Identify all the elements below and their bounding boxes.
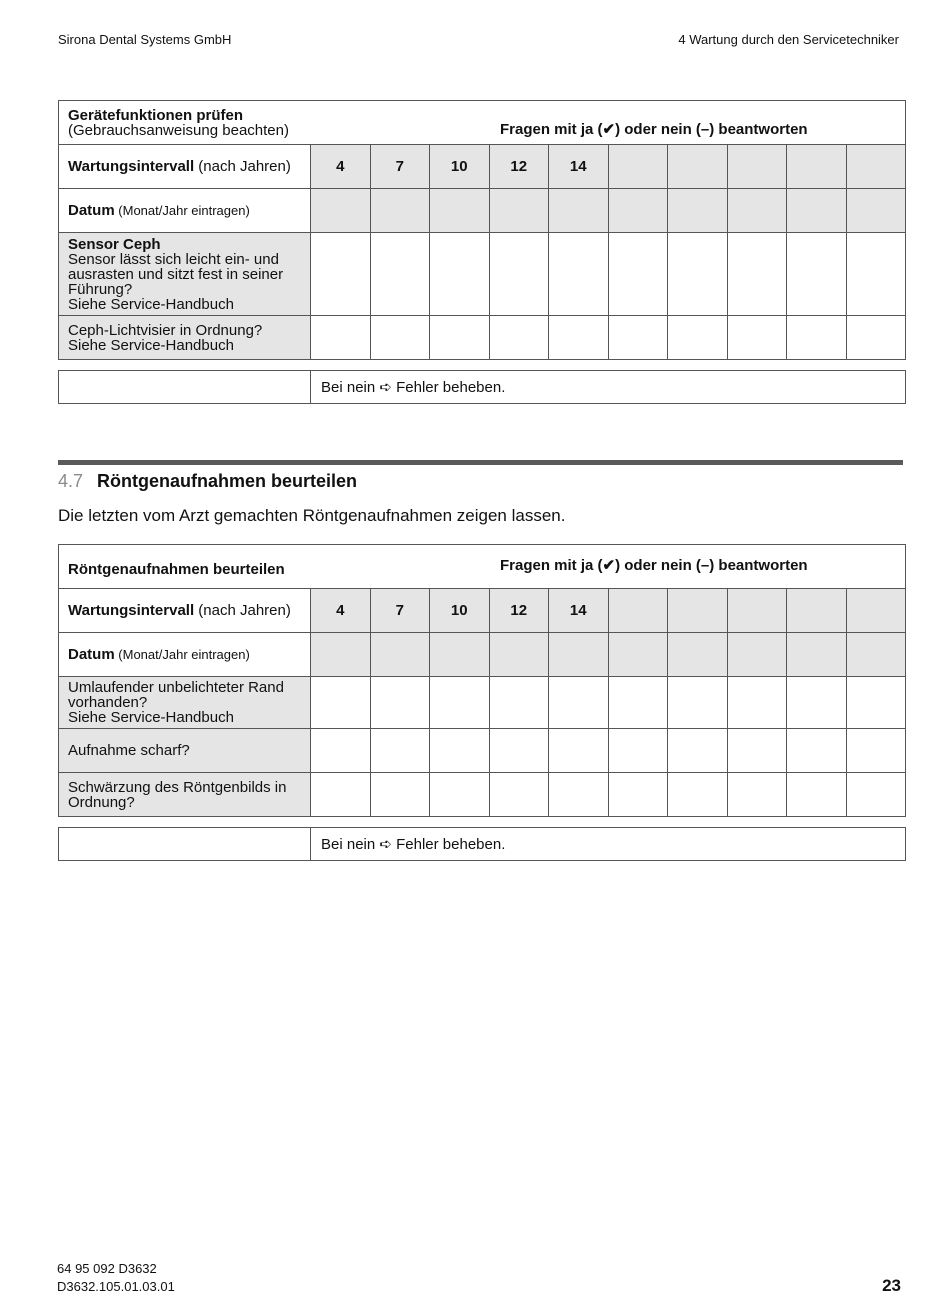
checklist-table-xray-assessment — [58, 544, 906, 817]
answer-cell[interactable] — [370, 677, 430, 729]
date-entry-cell[interactable] — [668, 633, 728, 677]
header-company: Sirona Dental Systems GmbH — [58, 32, 232, 47]
date-entry-cell[interactable] — [787, 633, 847, 677]
date-entry-cell[interactable] — [549, 633, 609, 677]
interval-cell — [846, 145, 906, 189]
question-label: Ceph-Lichtvisier in Ordnung? Siehe Service-Handbuch — [59, 316, 311, 360]
check-row-light-visor — [59, 316, 906, 360]
answer-cell[interactable] — [608, 677, 668, 729]
interval-row — [59, 589, 906, 633]
answer-cell[interactable] — [549, 773, 609, 817]
answer-cell[interactable] — [430, 729, 490, 773]
answer-cell[interactable] — [727, 677, 787, 729]
answer-cell[interactable] — [668, 316, 728, 360]
interval-row — [59, 145, 906, 189]
table-title: Gerätefunktionen prüfen — [68, 106, 244, 124]
table-subtitle: (Gebrauchsanweisung beachten) — [68, 121, 289, 139]
answer-cell[interactable] — [608, 316, 668, 360]
interval-cell: 14 — [549, 145, 609, 189]
date-label: Datum (Monat/Jahr eintragen) — [59, 189, 311, 233]
answer-cell[interactable] — [668, 233, 728, 316]
answer-cell[interactable] — [787, 677, 847, 729]
checklist-table-device-functions — [58, 100, 906, 360]
date-entry-cell[interactable] — [370, 189, 430, 233]
answer-cell[interactable] — [311, 677, 371, 729]
date-entry-cell[interactable] — [489, 633, 549, 677]
question-label: Umlaufender unbelichteter Rand vorhanden? Siehe Service-Handbuch — [59, 677, 311, 729]
interval-cell: 4 — [311, 145, 371, 189]
note-box — [58, 370, 906, 404]
answer-cell[interactable] — [430, 773, 490, 817]
answer-cell[interactable] — [370, 773, 430, 817]
date-entry-cell[interactable] — [787, 189, 847, 233]
date-entry-cell[interactable] — [430, 633, 490, 677]
answer-cell[interactable] — [549, 316, 609, 360]
question-label: Sensor Ceph Sensor lässt sich leicht ein- und ausrasten und sitzt fest in seiner Führung? Siehe Service-Handbuch — [59, 233, 311, 316]
interval-cell: 7 — [370, 589, 430, 633]
answer-cell[interactable] — [311, 233, 371, 316]
answer-cell[interactable] — [370, 729, 430, 773]
answer-cell[interactable] — [846, 316, 906, 360]
interval-cell: 7 — [370, 145, 430, 189]
answer-cell[interactable] — [430, 316, 490, 360]
answer-instruction: Fragen mit ja (✔) oder nein (–) beantworten — [500, 557, 808, 574]
date-entry-cell[interactable] — [727, 189, 787, 233]
section-divider — [58, 460, 903, 465]
interval-cell — [727, 589, 787, 633]
check-row-unexposed-border — [59, 677, 906, 729]
answer-cell[interactable] — [787, 316, 847, 360]
date-entry-cell[interactable] — [370, 633, 430, 677]
interval-cell: 12 — [489, 145, 549, 189]
date-entry-cell[interactable] — [489, 189, 549, 233]
table-title: Röntgenaufnahmen beurteilen — [68, 561, 285, 578]
footer-doc-code: D3632.105.01.03.01 — [57, 1279, 175, 1294]
date-entry-cell[interactable] — [846, 633, 906, 677]
answer-cell[interactable] — [311, 316, 371, 360]
interval-cell: 4 — [311, 589, 371, 633]
answer-cell[interactable] — [846, 773, 906, 817]
answer-cell[interactable] — [489, 773, 549, 817]
interval-cell — [668, 589, 728, 633]
answer-cell[interactable] — [787, 729, 847, 773]
note-empty-cell — [59, 828, 311, 861]
date-entry-cell[interactable] — [430, 189, 490, 233]
answer-cell[interactable] — [846, 677, 906, 729]
interval-cell — [727, 145, 787, 189]
interval-cell — [668, 145, 728, 189]
check-row-sensor-ceph — [59, 233, 906, 316]
date-entry-cell[interactable] — [549, 189, 609, 233]
date-entry-cell[interactable] — [846, 189, 906, 233]
interval-cell — [608, 589, 668, 633]
question-label: Aufnahme scharf? — [59, 729, 311, 773]
date-entry-cell[interactable] — [668, 189, 728, 233]
answer-cell[interactable] — [727, 233, 787, 316]
answer-cell[interactable] — [370, 233, 430, 316]
header-chapter: 4 Wartung durch den Servicetechniker — [678, 32, 899, 47]
interval-label: Wartungsintervall (nach Jahren) — [59, 145, 311, 189]
answer-cell[interactable] — [608, 729, 668, 773]
interval-cell: 10 — [430, 589, 490, 633]
answer-cell[interactable] — [787, 233, 847, 316]
table-header — [59, 545, 906, 589]
interval-cell: 10 — [430, 145, 490, 189]
table-header — [59, 101, 906, 145]
interval-cell: 12 — [489, 589, 549, 633]
answer-cell[interactable] — [549, 233, 609, 316]
answer-cell[interactable] — [846, 729, 906, 773]
answer-cell[interactable] — [489, 677, 549, 729]
answer-cell[interactable] — [668, 677, 728, 729]
interval-cell — [846, 589, 906, 633]
date-row — [59, 633, 906, 677]
footer-doc-number: 64 95 092 D3632 — [57, 1261, 157, 1276]
answer-cell[interactable] — [489, 729, 549, 773]
page-number: 23 — [882, 1276, 901, 1295]
answer-cell[interactable] — [787, 773, 847, 817]
answer-instruction: Fragen mit ja (✔) oder nein (–) beantworten — [500, 121, 808, 138]
section-number: 4.7 — [58, 471, 84, 491]
interval-cell — [787, 589, 847, 633]
date-entry-cell[interactable] — [727, 633, 787, 677]
interval-label: Wartungsintervall (nach Jahren) — [59, 589, 311, 633]
answer-cell[interactable] — [668, 729, 728, 773]
date-entry-cell[interactable] — [311, 633, 371, 677]
answer-cell[interactable] — [430, 677, 490, 729]
date-entry-cell[interactable] — [608, 633, 668, 677]
answer-cell[interactable] — [489, 316, 549, 360]
answer-cell[interactable] — [846, 233, 906, 316]
fix-error-note: Bei nein ➪ Fehler beheben. — [311, 828, 906, 861]
note-empty-cell — [59, 371, 311, 404]
answer-cell[interactable] — [727, 729, 787, 773]
section-title: Röntgenaufnahmen beurteilen — [97, 471, 358, 491]
check-row-sharpness — [59, 729, 906, 773]
answer-cell[interactable] — [727, 773, 787, 817]
fix-error-note: Bei nein ➪ Fehler beheben. — [311, 371, 906, 404]
date-entry-cell[interactable] — [311, 189, 371, 233]
interval-cell — [608, 145, 668, 189]
question-label: Schwärzung des Röntgenbilds in Ordnung? — [59, 773, 311, 817]
section-description: Die letzten vom Arzt gemachten Röntgenaufnahmen zeigen lassen. — [58, 506, 566, 525]
answer-cell[interactable] — [668, 773, 728, 817]
answer-cell[interactable] — [549, 729, 609, 773]
answer-cell[interactable] — [608, 773, 668, 817]
interval-cell — [787, 145, 847, 189]
date-entry-cell[interactable] — [608, 189, 668, 233]
answer-cell[interactable] — [549, 677, 609, 729]
answer-cell[interactable] — [370, 316, 430, 360]
note-box — [58, 827, 906, 861]
check-row-density — [59, 773, 906, 817]
interval-cell: 14 — [549, 589, 609, 633]
answer-cell[interactable] — [311, 729, 371, 773]
date-row — [59, 189, 906, 233]
date-label: Datum (Monat/Jahr eintragen) — [59, 633, 311, 677]
answer-cell[interactable] — [489, 233, 549, 316]
answer-cell[interactable] — [608, 233, 668, 316]
answer-cell[interactable] — [311, 773, 371, 817]
answer-cell[interactable] — [727, 316, 787, 360]
answer-cell[interactable] — [430, 233, 490, 316]
